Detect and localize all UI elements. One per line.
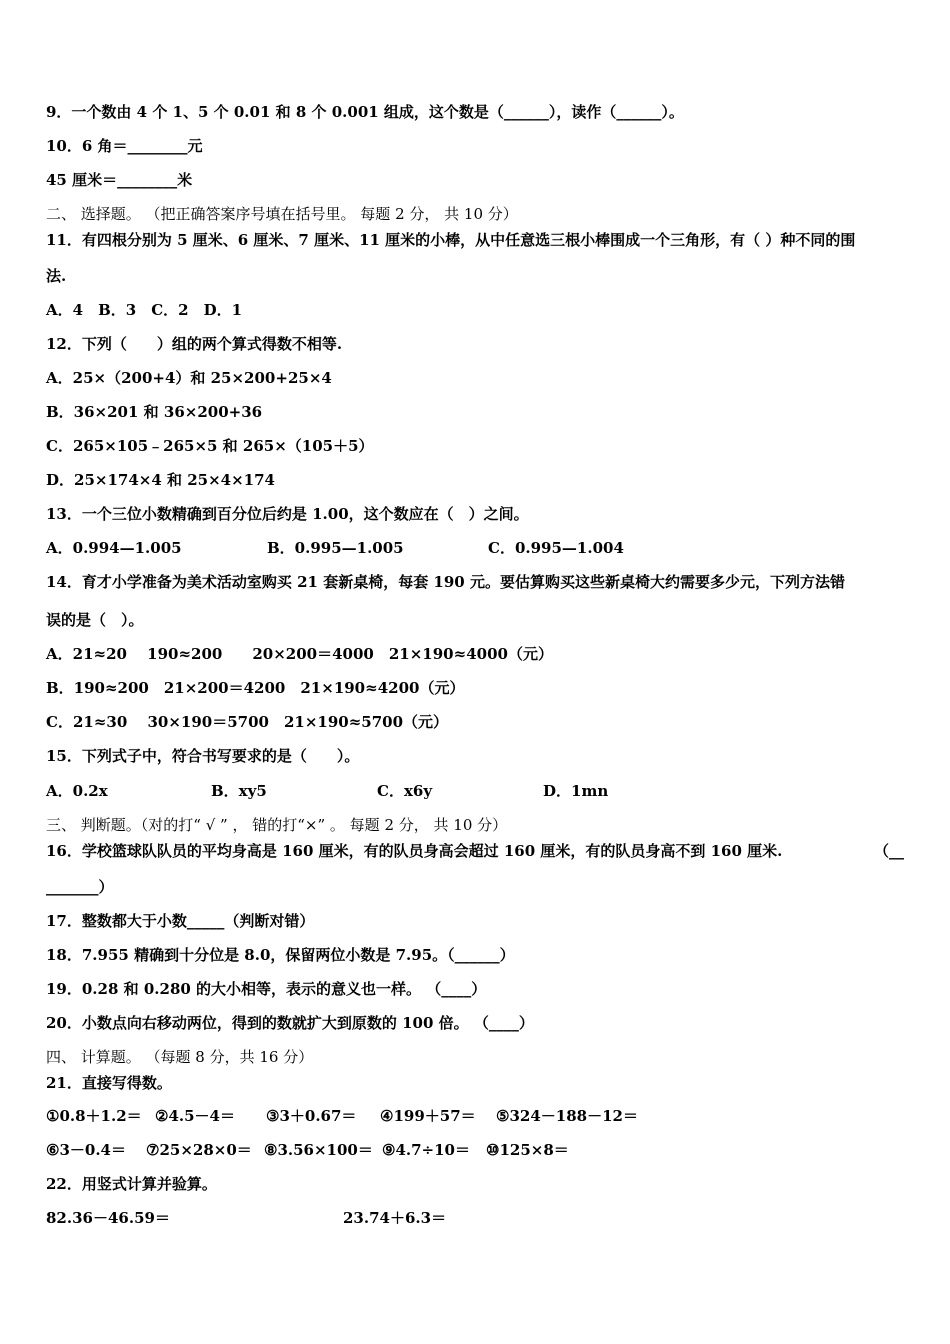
question-15-option-b: B．xy5: [211, 782, 267, 800]
question-14-line-1: 14．育才小学准备为美术活动室购买 21 套新桌椅，每套 190 元。要估算购买这些新桌椅大约需要多少元，下列方法错: [46, 573, 845, 591]
calc-item: ①0.8＋1.2＝: [46, 1107, 142, 1125]
question-14-option-b: B．190≈200 21×200＝4200 21×190≈4200（元）: [46, 679, 465, 697]
question-16-line-1: 16．学校篮球队队员的平均身高是 160 厘米，有的队员身高会超过 160 厘米，有的队员身高不到 160 厘米.: [46, 842, 783, 860]
calc-item: ④199＋57＝: [380, 1107, 476, 1125]
question-14-line-2: 误的是（ ）。: [46, 611, 144, 629]
question-13-option-c: C．0.995—1.004: [488, 539, 624, 557]
question-17: 17．整数都大于小数_____（判断对错）: [46, 912, 315, 930]
calc-item: ②4.5－4＝: [155, 1107, 235, 1125]
question-13: 13．一个三位小数精确到百分位后约是 1.00，这个数应在（ ）之间。: [46, 505, 529, 523]
question-10-part-1: 10．6 角＝________元: [46, 137, 203, 155]
question-12-option-c: C．265×105﹣265×5 和 265×（105＋5）: [46, 437, 374, 455]
calc-item: ⑤324－188－12＝: [496, 1107, 638, 1125]
vertical-calc-item: 82.36－46.59＝: [46, 1209, 170, 1227]
question-20: 20．小数点向右移动两位，得到的数就扩大到原数的 100 倍。 （____）: [46, 1014, 534, 1032]
question-16-answer-paren: （__: [874, 842, 905, 860]
question-12-option-a: A．25×（200+4）和 25×200+25×4: [46, 369, 332, 387]
question-10-part-2: 45 厘米＝________米: [46, 171, 193, 189]
question-14-option-c: C．21≈30 30×190＝5700 21×190≈5700（元）: [46, 713, 449, 731]
question-11-line-2: 法.: [46, 267, 67, 285]
calc-item: ③3＋0.67＝: [266, 1107, 357, 1125]
question-13-option-a: A．0.994—1.005: [46, 539, 182, 557]
calc-item: ⑨4.7÷10＝: [382, 1141, 470, 1159]
question-15: 15．下列式子中，符合书写要求的是（ ）。: [46, 747, 360, 765]
question-12-option-d: D．25×174×4 和 25×4×174: [46, 471, 275, 489]
question-12-option-b: B．36×201 和 36×200+36: [46, 403, 263, 421]
question-13-option-b: B．0.995—1.005: [267, 539, 404, 557]
question-15-option-c: C．x6y: [377, 782, 433, 800]
calc-item: ⑥3－0.4＝: [46, 1141, 126, 1159]
question-22: 22．用竖式计算并验算。: [46, 1175, 217, 1193]
question-15-option-d: D．1mn: [543, 782, 609, 800]
question-16-line-2: _______）: [46, 878, 114, 896]
section-2-heading: 二、 选择题。 （把正确答案序号填在括号里。 每题 2 分， 共 10 分）: [46, 205, 518, 223]
question-19: 19．0.28 和 0.280 的大小相等，表示的意义也一样。 （____）: [46, 980, 487, 998]
question-9: 9．一个数由 4 个 1、5 个 0.01 和 8 个 0.001 组成，这个数是（______），读作（______）。: [46, 103, 684, 121]
calc-item: ⑩125×8＝: [486, 1141, 569, 1159]
question-21: 21．直接写得数。: [46, 1074, 172, 1092]
section-3-heading: 三、 判断题。（对的打“ √ ” ， 错的打“×” 。 每题 2 分， 共 10 分）: [46, 816, 508, 834]
question-18: 18．7.955 精确到十分位是 8.0，保留两位小数是 7.95。（______）: [46, 946, 515, 964]
calc-item: ⑧3.56×100＝: [264, 1141, 373, 1159]
question-14-option-a: A．21≈20 190≈200 20×200＝4000 21×190≈4000（元）: [46, 645, 553, 663]
calc-item: ⑦25×28×0＝: [146, 1141, 252, 1159]
vertical-calc-item: 23.74＋6.3＝: [343, 1209, 447, 1227]
question-11-line-1: 11．有四根分别为 5 厘米、6 厘米、7 厘米、11 厘米的小棒，从中任意选三根小棒围成一个三角形，有（ ）种不同的围: [46, 231, 856, 249]
section-4-heading: 四、 计算题。 （每题 8 分，共 16 分）: [46, 1048, 314, 1066]
question-12: 12．下列（ ）组的两个算式得数不相等.: [46, 335, 343, 353]
question-11-options: A．4 B．3 C．2 D．1: [46, 301, 243, 319]
question-15-option-a: A．0.2x: [46, 782, 108, 800]
